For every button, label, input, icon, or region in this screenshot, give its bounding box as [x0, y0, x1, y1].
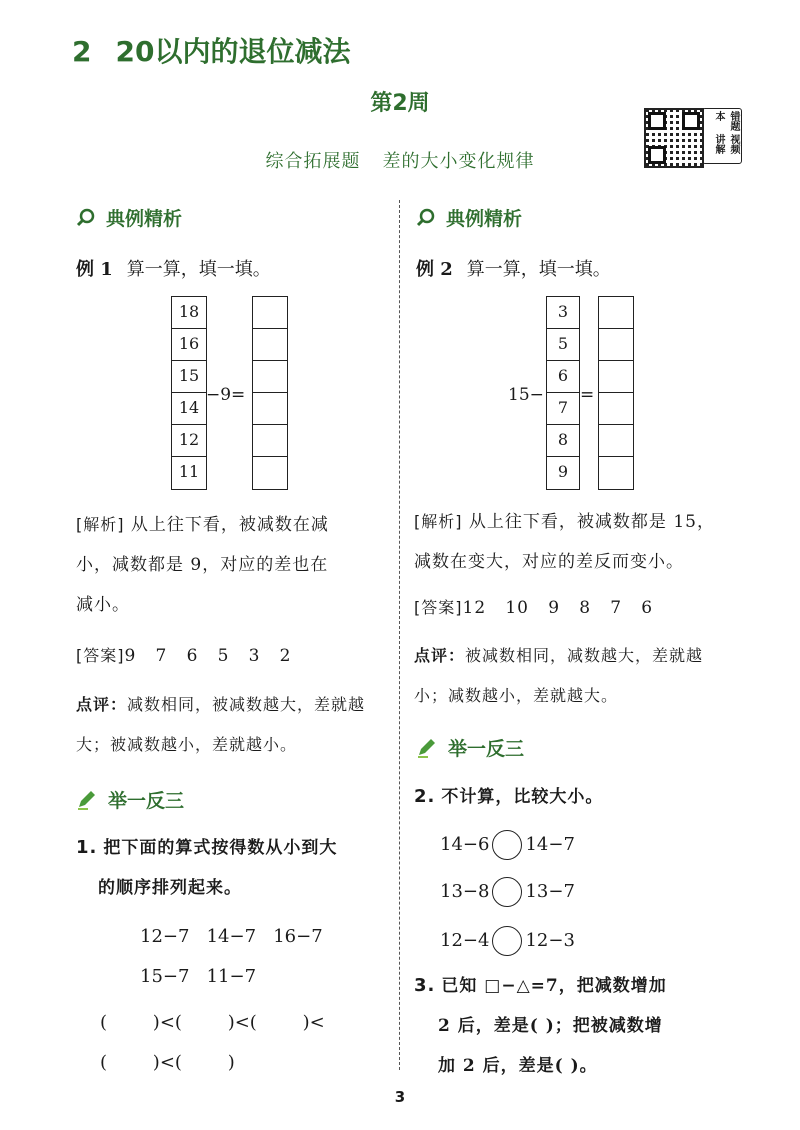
- answer-blank[interactable]: [599, 393, 633, 425]
- page-number: 3: [394, 1088, 406, 1106]
- right-example-label: 例 2: [416, 259, 453, 280]
- chapter-number: 2: [72, 35, 92, 68]
- answer-blank[interactable]: [599, 297, 633, 329]
- magnifier-icon: [416, 208, 436, 228]
- right-answer-label: [答案]: [414, 598, 463, 617]
- minuend-cell: 18: [172, 297, 206, 329]
- left-example-label: 例 1: [76, 259, 113, 280]
- subtrahend-cell: 5: [547, 329, 579, 361]
- right-equals: =: [580, 385, 595, 405]
- left-answer-label: [答案]: [76, 646, 125, 665]
- answer-blank[interactable]: [599, 425, 633, 457]
- column-divider: [399, 200, 400, 1070]
- q1-blanks-row1[interactable]: ( )<( )<( )<: [100, 1012, 325, 1033]
- left-answer-column: [252, 296, 288, 490]
- right-example-instruction: 算一算，填一填。: [466, 259, 611, 280]
- subtrahend-cell: 3: [547, 297, 579, 329]
- right-minuend: 15−: [508, 385, 544, 405]
- subtrahend-cell: 7: [547, 393, 579, 425]
- left-section-example-heading: [76, 204, 182, 231]
- right-section1-label: 典例精析: [446, 208, 523, 230]
- right-subtrahend-column: [546, 296, 580, 490]
- answer-blank[interactable]: [253, 361, 287, 393]
- left-answer-values: 9 7 6 5 3 2: [124, 646, 292, 666]
- compare-row: [440, 830, 575, 860]
- q3-number: 3.: [414, 975, 436, 996]
- question-2: [414, 777, 603, 817]
- magnifier-icon: [76, 208, 96, 228]
- pencil-icon: [76, 790, 98, 810]
- left-analysis-line1: 从上往下看，被减数在减: [130, 515, 329, 535]
- compare-left: 13−8: [440, 881, 490, 902]
- right-analysis-label: [解析]: [414, 512, 463, 531]
- left-comment-line2: 大；被减数越小，差就越小。: [76, 735, 298, 754]
- right-analysis: [414, 502, 744, 582]
- left-section2-label: 举一反三: [108, 790, 185, 812]
- answer-blank[interactable]: [253, 457, 287, 489]
- right-analysis-line2: 减数在变大，对应的差反而变小。: [414, 552, 684, 572]
- compare-left: 14−6: [440, 834, 490, 855]
- left-operator: −9=: [206, 385, 246, 405]
- q1-expressions-row1: 12−7 14−7 16−7: [140, 926, 323, 947]
- subtrahend-cell: 9: [557, 462, 569, 481]
- left-section1-label: 典例精析: [106, 208, 183, 230]
- compare-right: 14−7: [525, 834, 575, 855]
- q3-text-line1: 已知 □−△=7，把减数增加: [441, 976, 667, 996]
- minuend-cell: 14: [172, 393, 206, 425]
- left-comment: [76, 685, 396, 765]
- q2-text: 不计算，比较大小。: [441, 787, 604, 807]
- answer-blank[interactable]: [599, 457, 633, 489]
- pencil-icon: [416, 738, 438, 758]
- q3-text-line3: 加 2 后，差是( )。: [438, 1056, 598, 1076]
- q1-text-line2: 的顺序排列起来。: [98, 878, 242, 898]
- minuend-cell: 12: [172, 425, 206, 457]
- chapter-name: 20以内的退位减法: [115, 35, 351, 68]
- answer-blank[interactable]: [599, 361, 633, 393]
- compare-row: [440, 877, 575, 907]
- compare-right: 12−3: [525, 930, 575, 951]
- compare-right: 13−7: [525, 881, 575, 902]
- answer-blank[interactable]: [599, 329, 633, 361]
- answer-blank[interactable]: [253, 425, 287, 457]
- right-answer-values: 12 10 9 8 7 6: [462, 598, 654, 618]
- right-comment: [414, 636, 744, 716]
- compare-row: [440, 926, 575, 956]
- left-comment-label: 点评：: [76, 695, 128, 714]
- right-comment-line2: 小；减数越小，差就越大。: [414, 686, 619, 705]
- q1-number: 1.: [76, 837, 98, 858]
- left-answer: [76, 636, 291, 676]
- right-section2-label: 举一反三: [448, 738, 525, 760]
- compare-circle-blank[interactable]: [492, 830, 522, 860]
- right-answer: [414, 588, 653, 628]
- qr-label-line2: 视频讲解: [713, 133, 739, 154]
- week-title: 第2周: [370, 91, 430, 116]
- answer-blank[interactable]: [253, 393, 287, 425]
- right-example-title: [416, 255, 611, 281]
- left-analysis-label: [解析]: [76, 515, 125, 534]
- compare-circle-blank[interactable]: [492, 926, 522, 956]
- answer-blank[interactable]: [253, 329, 287, 361]
- minuend-cell: 15: [172, 361, 206, 393]
- q1-text-line1: 把下面的算式按得数从小到大: [103, 838, 338, 858]
- left-section-practice-heading: [76, 786, 184, 813]
- right-analysis-line1: 从上往下看，被减数都是 15，: [468, 512, 715, 532]
- qr-label-line1: 错题本: [713, 111, 739, 131]
- right-comment-label: 点评：: [414, 646, 466, 665]
- q3-text-line2: 2 后，差是( )；把被减数增: [438, 1016, 663, 1036]
- chapter-title: [72, 30, 350, 70]
- right-section-practice-heading: [416, 734, 524, 761]
- subtrahend-cell: 6: [547, 361, 579, 393]
- q2-number: 2.: [414, 786, 436, 807]
- right-section-example-heading: [416, 204, 522, 231]
- qr-code-icon[interactable]: [644, 108, 704, 168]
- left-example-instruction: 算一算，填一填。: [126, 259, 271, 280]
- q1-blanks-row2[interactable]: ( )<( ): [100, 1052, 235, 1073]
- left-analysis: [76, 505, 391, 625]
- compare-left: 12−4: [440, 930, 490, 951]
- subtitle-left: 综合拓展题: [265, 151, 361, 172]
- subtitle-right: 差的大小变化规律: [382, 151, 535, 172]
- question-1: [76, 828, 396, 908]
- right-answer-column: [598, 296, 634, 490]
- left-minuend-column: [171, 296, 207, 490]
- minuend-cell: 16: [172, 329, 206, 361]
- minuend-cell: 11: [178, 462, 200, 481]
- answer-blank[interactable]: [253, 297, 287, 329]
- right-comment-line1: 被减数相同，减数越大，差就越: [465, 646, 704, 665]
- left-analysis-line2: 小，减数都是 9，对应的差也在: [76, 555, 329, 575]
- left-example-title: [76, 255, 271, 281]
- q1-expressions-row2: 15−7 11−7: [140, 966, 257, 987]
- left-analysis-line3: 减小。: [76, 595, 130, 615]
- left-comment-line1: 减数相同，被减数越大，差就越: [127, 695, 366, 714]
- question-3: [414, 966, 744, 1086]
- subtrahend-cell: 8: [547, 425, 579, 457]
- compare-circle-blank[interactable]: [492, 877, 522, 907]
- qr-label: [702, 108, 742, 164]
